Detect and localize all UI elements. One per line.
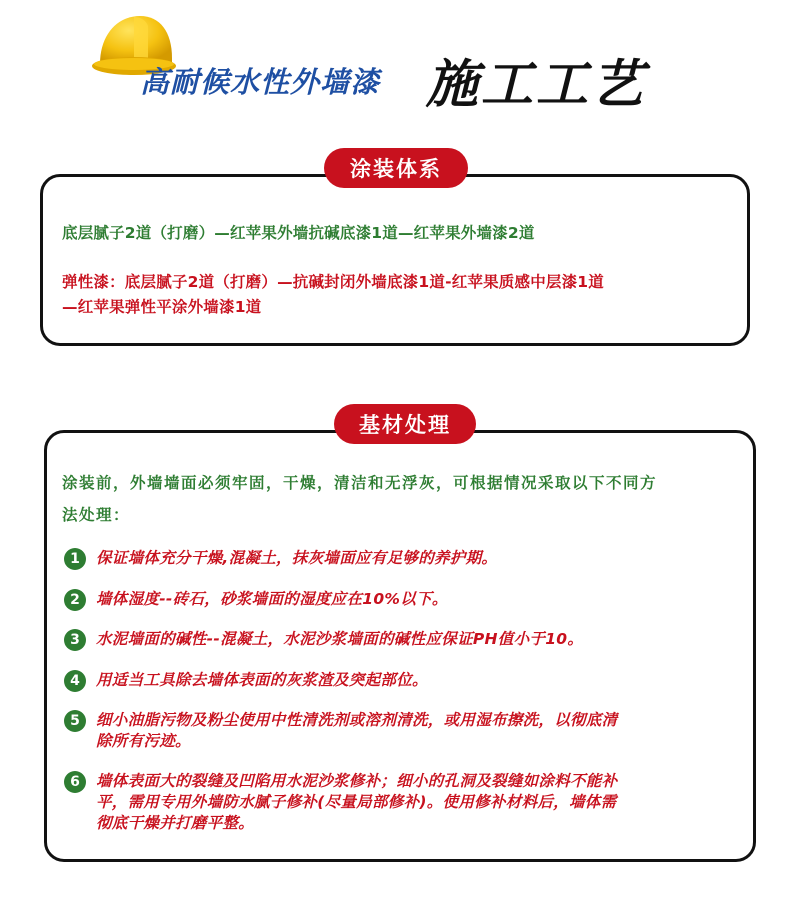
list-item-text: 用适当工具除去墙体表面的灰浆渣及突起部位。 xyxy=(96,671,428,689)
list-item-text: 墙体表面大的裂缝及凹陷用水泥沙浆修补；细小的孔洞及裂缝如涂料不能补 xyxy=(96,772,618,790)
number-badge: 5 xyxy=(64,710,86,732)
list-item-text: 除所有污迹。 xyxy=(96,732,191,750)
page-title: 施工工艺 xyxy=(426,55,647,115)
substrate-intro-line-2: 法处理： xyxy=(62,506,131,524)
number-badge: 6 xyxy=(64,771,86,793)
number-badge: 2 xyxy=(64,589,86,611)
number-badge: 1 xyxy=(64,548,86,570)
coating-system-panel xyxy=(40,174,750,346)
list-item-text: 墙体湿度--砖石，砂浆墙面的湿度应在10%以下。 xyxy=(96,590,448,608)
title-subtitle: 高耐候水性外墙漆 xyxy=(140,65,381,99)
list-item-text: 细小油脂污物及粉尘使用中性清洗剂或溶剂清洗，或用湿布擦洗，以彻底清 xyxy=(96,711,618,729)
coating-system-heading: 涂装体系 xyxy=(324,148,468,188)
substrate-heading: 基材处理 xyxy=(334,404,476,444)
list-item-text: 水泥墙面的碱性--混凝土，水泥沙浆墙面的碱性应保证PH值小于10。 xyxy=(96,630,584,648)
coating-system-line-2: 弹性漆：底层腻子2道（打磨）—抗碱封闭外墙底漆1道-红苹果质感中层漆1道 xyxy=(62,273,604,291)
list-item-text: 平，需用专用外墙防水腻子修补(尽量局部修补)。使用修补材料后，墙体需 xyxy=(96,793,617,811)
coating-system-line-1: 底层腻子2道（打磨）—红苹果外墙抗碱底漆1道—红苹果外墙漆2道 xyxy=(62,224,535,242)
list-item-text: 保证墙体充分干燥,混凝土，抹灰墙面应有足够的养护期。 xyxy=(96,549,498,567)
number-badge: 4 xyxy=(64,670,86,692)
substrate-intro-line-1: 涂装前，外墙墙面必须牢固，干燥，清洁和无浮灰，可根据情况采取以下不同方 xyxy=(62,474,658,492)
page-header xyxy=(0,0,790,120)
coating-system-line-3: —红苹果弹性平涂外墙漆1道 xyxy=(62,298,262,316)
number-badge: 3 xyxy=(64,629,86,651)
list-item-text: 彻底干燥并打磨平整。 xyxy=(96,814,255,832)
